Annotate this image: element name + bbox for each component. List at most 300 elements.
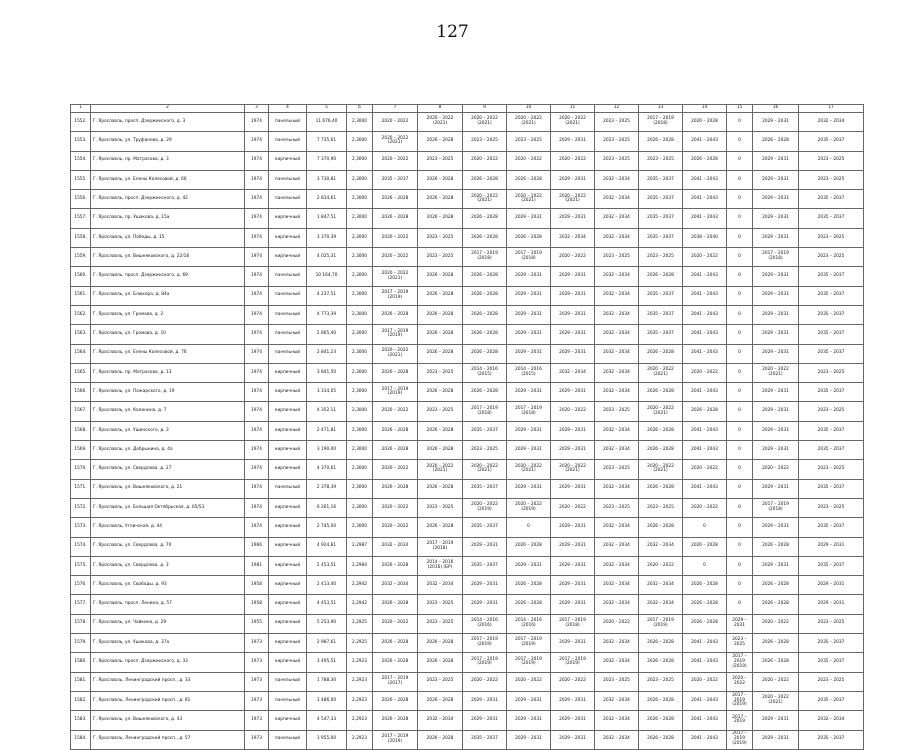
table-cell: 2023 – 2025 bbox=[418, 228, 463, 247]
table-row bbox=[71, 576, 864, 595]
table-cell: 4 370,61 bbox=[307, 460, 347, 479]
table-cell: 2,3000 bbox=[347, 113, 373, 132]
column-header: 13 bbox=[639, 105, 683, 113]
table-cell: 2,2984 bbox=[347, 556, 373, 575]
table-cell: 2017 – 2019 (2018) bbox=[753, 248, 799, 267]
table-cell: 2023 – 2025 bbox=[595, 248, 639, 267]
table-cell: 2035 – 2037 bbox=[799, 325, 864, 344]
column-header: 2 bbox=[91, 105, 245, 113]
table-cell: 0 bbox=[727, 402, 753, 421]
table-cell: 2029 – 2031 bbox=[753, 383, 799, 402]
table-cell: 2,3000 bbox=[347, 325, 373, 344]
table-cell: 2020 – 2022 (2021) bbox=[639, 363, 683, 382]
table-cell: 1558. bbox=[71, 228, 91, 247]
table-cell: 1561. bbox=[71, 286, 91, 305]
table-cell: 2026 – 2028 bbox=[683, 151, 727, 170]
table-cell: панельный bbox=[269, 691, 307, 710]
table-cell: 2029 – 2031 bbox=[753, 344, 799, 363]
table-cell: кирпичный bbox=[269, 248, 307, 267]
table-cell: 2029 – 2031 bbox=[753, 556, 799, 575]
column-header: 11 bbox=[551, 105, 595, 113]
table-cell: 2020 – 2022 bbox=[551, 672, 595, 691]
table-cell: 2026 – 2028 bbox=[639, 634, 683, 653]
column-header: 1 bbox=[71, 105, 91, 113]
table-cell: 2,3000 bbox=[347, 441, 373, 460]
table-cell: 2026 – 2028 bbox=[418, 190, 463, 209]
table-cell: 4 547,33 bbox=[307, 711, 347, 730]
table-cell: кирпичный bbox=[269, 614, 307, 633]
table-cell: 2020 – 2022 bbox=[373, 113, 418, 132]
address-cell: Г. Ярославль, ул. Громова, д. 10 bbox=[91, 325, 245, 344]
table-cell: 2029 – 2031 bbox=[551, 518, 595, 537]
table-row bbox=[71, 132, 864, 151]
table-cell: 2041 – 2043 bbox=[683, 653, 727, 672]
table-cell: кирпичный bbox=[269, 653, 307, 672]
table-cell: панельный bbox=[269, 190, 307, 209]
table-cell: 1578. bbox=[71, 614, 91, 633]
table-cell: 2035 – 2037 bbox=[799, 518, 864, 537]
table-cell: 1974 bbox=[245, 421, 269, 440]
address-cell: Г. Ярославль, просп. Дзержинского, д. 3 bbox=[91, 113, 245, 132]
table-cell: панельный bbox=[269, 672, 307, 691]
column-header: 17 bbox=[799, 105, 864, 113]
table-cell: 2029 – 2031 bbox=[551, 556, 595, 575]
table-cell: 1562. bbox=[71, 305, 91, 324]
table-cell: 2017 – 2019 (2019) bbox=[727, 653, 753, 672]
table-cell: кирпичный bbox=[269, 576, 307, 595]
table-cell: 1958 bbox=[245, 595, 269, 614]
column-header: 8 bbox=[418, 105, 463, 113]
table-cell: 2029 – 2031 bbox=[753, 711, 799, 730]
table-cell: 2017 – 2019 (2019) bbox=[727, 730, 753, 749]
table-cell: 1581. bbox=[71, 672, 91, 691]
table-cell: 2,3000 bbox=[347, 132, 373, 151]
table-cell: 2032 – 2034 bbox=[595, 518, 639, 537]
table-cell: 2026 – 2028 bbox=[683, 537, 727, 556]
table-cell: 2035 – 2037 bbox=[799, 209, 864, 228]
table-cell: 1 955,00 bbox=[307, 730, 347, 749]
table-cell: 2023 – 2025 bbox=[727, 634, 753, 653]
table-cell: 2029 – 2031 bbox=[551, 344, 595, 363]
table-cell: 0 bbox=[507, 518, 551, 537]
table-cell: 2017 – 2019 (2018) bbox=[753, 498, 799, 517]
table-cell: 2029 – 2031 bbox=[551, 691, 595, 710]
table-cell: 2,3000 bbox=[347, 228, 373, 247]
table-cell: кирпичный bbox=[269, 498, 307, 517]
table-cell: 2023 – 2025 bbox=[507, 132, 551, 151]
table-cell: 2023 – 2025 bbox=[418, 151, 463, 170]
table-cell: 2035 – 2037 bbox=[799, 653, 864, 672]
table-cell: 1966 bbox=[245, 537, 269, 556]
table-cell: 2023 – 2025 bbox=[418, 248, 463, 267]
table-cell: 2032 – 2034 bbox=[551, 228, 595, 247]
table-cell: 2026 – 2028 bbox=[639, 653, 683, 672]
table-cell: 2032 – 2034 bbox=[799, 711, 864, 730]
table-cell: 2041 – 2043 bbox=[683, 190, 727, 209]
table-row bbox=[71, 479, 864, 498]
table-cell: 1565. bbox=[71, 363, 91, 382]
table-cell: 2017 – 2019 (2019) bbox=[373, 383, 418, 402]
table-cell: 2029 – 2031 bbox=[753, 479, 799, 498]
table-cell: 2017 – 2019 (2019) bbox=[551, 653, 595, 672]
table-cell: 2026 – 2028 bbox=[463, 383, 507, 402]
table-cell: 2020 – 2022 bbox=[373, 402, 418, 421]
table-cell: 2,2923 bbox=[347, 691, 373, 710]
table-cell: кирпичный bbox=[269, 556, 307, 575]
table-cell: 2,3000 bbox=[347, 421, 373, 440]
table-cell: 2041 – 2043 bbox=[683, 441, 727, 460]
table-cell: 2014 – 2016 (2015) bbox=[507, 363, 551, 382]
table-cell: 2017 – 2019 (2019) bbox=[463, 634, 507, 653]
table-cell: 2032 – 2034 bbox=[595, 363, 639, 382]
table-cell: 2035 – 2037 bbox=[463, 479, 507, 498]
table-cell: 2029 – 2031 bbox=[753, 325, 799, 344]
table-cell: 2020 – 2022 (2021) bbox=[551, 460, 595, 479]
table-cell: 2032 – 2034 bbox=[595, 441, 639, 460]
table-cell: 2,3000 bbox=[347, 248, 373, 267]
table-cell: 1571. bbox=[71, 479, 91, 498]
table-cell: 2026 – 2028 bbox=[418, 518, 463, 537]
table-cell: 2020 – 2022 (2021) bbox=[463, 190, 507, 209]
table-cell: 2017 – 2019 (2018) bbox=[418, 537, 463, 556]
table-cell: 2023 – 2025 bbox=[418, 363, 463, 382]
table-cell: 2026 – 2028 bbox=[373, 711, 418, 730]
table-cell: 2026 – 2028 bbox=[373, 479, 418, 498]
address-cell: Г. Ярославль, ул. Чайкина, д. 29 bbox=[91, 614, 245, 633]
table-cell: 2026 – 2028 bbox=[507, 576, 551, 595]
table-cell: 2029 – 2031 bbox=[551, 730, 595, 749]
table-cell: 1974 bbox=[245, 498, 269, 517]
table-cell: 7 370,90 bbox=[307, 151, 347, 170]
table-cell: 2032 – 2034 bbox=[595, 170, 639, 189]
table-cell: 2026 – 2028 bbox=[418, 286, 463, 305]
table-cell: 1974 bbox=[245, 363, 269, 382]
table-cell: 2041 – 2043 bbox=[683, 479, 727, 498]
table-cell: 2029 – 2031 bbox=[463, 691, 507, 710]
table-cell: 1974 bbox=[245, 383, 269, 402]
address-cell: Г. Ярославль, ул. Победы, д. 15 bbox=[91, 228, 245, 247]
table-cell: 1557. bbox=[71, 209, 91, 228]
table-cell: 2,2925 bbox=[347, 614, 373, 633]
table-cell: 2026 – 2028 bbox=[418, 132, 463, 151]
table-cell: 2029 – 2031 bbox=[507, 711, 551, 730]
table-cell: 2020 – 2022 (2021) bbox=[639, 402, 683, 421]
table-cell: 2041 – 2043 bbox=[683, 325, 727, 344]
table-cell: 2026 – 2028 bbox=[639, 383, 683, 402]
table-cell: 2029 – 2031 bbox=[753, 209, 799, 228]
table-cell: 5 253,90 bbox=[307, 614, 347, 633]
table-cell: 0 bbox=[683, 556, 727, 575]
table-cell: 2026 – 2028 bbox=[418, 730, 463, 749]
table-cell: 2 471,81 bbox=[307, 421, 347, 440]
table-cell: 2035 – 2037 bbox=[639, 228, 683, 247]
table-body bbox=[71, 105, 864, 750]
table-cell: 2035 – 2037 bbox=[639, 170, 683, 189]
table-cell: 2026 – 2028 bbox=[639, 441, 683, 460]
table-cell: 2026 – 2028 bbox=[683, 614, 727, 633]
table-cell: 1974 bbox=[245, 113, 269, 132]
table-cell: 2020 – 2022 bbox=[727, 672, 753, 691]
table-cell: 2026 – 2028 bbox=[463, 170, 507, 189]
table-cell: 2020 – 2022 bbox=[683, 248, 727, 267]
table-cell: 2032 – 2034 bbox=[595, 267, 639, 286]
table-cell: 2,2923 bbox=[347, 653, 373, 672]
table-cell: 2035 – 2037 bbox=[639, 190, 683, 209]
table-cell: 0 bbox=[727, 537, 753, 556]
table-cell: 2026 – 2028 bbox=[418, 267, 463, 286]
table-cell: 2023 – 2025 bbox=[595, 402, 639, 421]
table-cell: 1973 bbox=[245, 711, 269, 730]
table-cell: 1 788,30 bbox=[307, 672, 347, 691]
table-cell: 2029 – 2031 bbox=[753, 421, 799, 440]
table-cell: 2023 – 2025 bbox=[595, 460, 639, 479]
table-cell: 2026 – 2028 bbox=[373, 441, 418, 460]
table-cell: 1573. bbox=[71, 518, 91, 537]
table-cell: 0 bbox=[727, 383, 753, 402]
table-cell: 0 bbox=[727, 286, 753, 305]
table-cell: 0 bbox=[727, 479, 753, 498]
table-cell: 2017 – 2019 (2019) bbox=[373, 730, 418, 749]
table-cell: 2026 – 2028 bbox=[753, 634, 799, 653]
table-cell: 1974 bbox=[245, 479, 269, 498]
table-row bbox=[71, 614, 864, 633]
table-cell: 2032 – 2034 bbox=[418, 711, 463, 730]
address-cell: Г. Ярославль, пр. Матросова, д. 3 bbox=[91, 151, 245, 170]
table-cell: 2026 – 2028 bbox=[683, 595, 727, 614]
table-cell: 2026 – 2028 bbox=[463, 305, 507, 324]
table-cell: 2,3000 bbox=[347, 460, 373, 479]
table-cell: 2029 – 2031 bbox=[799, 576, 864, 595]
table-cell: 2029 – 2031 bbox=[507, 209, 551, 228]
table-cell: 2023 – 2025 bbox=[418, 498, 463, 517]
table-cell: 2023 – 2025 bbox=[799, 228, 864, 247]
table-cell: 3 314,05 bbox=[307, 383, 347, 402]
table-cell: 2023 – 2025 bbox=[639, 498, 683, 517]
address-cell: Г. Ярославль, ул. Свердлова, д. 70 bbox=[91, 537, 245, 556]
table-cell: 2026 – 2028 bbox=[683, 402, 727, 421]
table-cell: 2035 – 2037 bbox=[799, 691, 864, 710]
table-cell: 2020 – 2022 (2019) bbox=[507, 498, 551, 517]
table-cell: 2017 – 2019 (2019) bbox=[463, 653, 507, 672]
table-row bbox=[71, 228, 864, 247]
address-cell: Г. Ярославль, ул. Большая Октябрьская, д. 65/53 bbox=[91, 498, 245, 517]
table-cell: 0 bbox=[727, 421, 753, 440]
table-cell: 2,3000 bbox=[347, 305, 373, 324]
table-cell: 1564. bbox=[71, 344, 91, 363]
table-cell: 2020 – 2022 bbox=[639, 556, 683, 575]
table-row bbox=[71, 595, 864, 614]
table-cell: 2035 – 2037 bbox=[463, 421, 507, 440]
table-cell: 2035 – 2037 bbox=[799, 344, 864, 363]
table-cell: 3 190,00 bbox=[307, 441, 347, 460]
table-cell: 2029 – 2031 bbox=[507, 556, 551, 575]
table-cell: 2023 – 2025 bbox=[639, 151, 683, 170]
table-cell: 2026 – 2028 bbox=[639, 691, 683, 710]
table-cell: 4 453,51 bbox=[307, 595, 347, 614]
table-cell: 0 bbox=[727, 325, 753, 344]
table-cell: панельный bbox=[269, 305, 307, 324]
table-cell: 2026 – 2028 bbox=[418, 634, 463, 653]
table-cell: 2020 – 2022 bbox=[373, 460, 418, 479]
table-cell: 3 730,81 bbox=[307, 170, 347, 189]
table-cell: панельный bbox=[269, 286, 307, 305]
table-cell: 2029 – 2031 bbox=[463, 537, 507, 556]
table-cell: 2026 – 2028 bbox=[418, 383, 463, 402]
table-cell: 2020 – 2022 bbox=[463, 672, 507, 691]
table-row bbox=[71, 460, 864, 479]
table-cell: 2026 – 2028 bbox=[753, 537, 799, 556]
table-cell: 2,2942 bbox=[347, 576, 373, 595]
table-cell: 1973 bbox=[245, 672, 269, 691]
table-cell: 2020 – 2022 bbox=[683, 672, 727, 691]
table-cell: 2026 – 2028 bbox=[639, 711, 683, 730]
table-cell: 0 bbox=[727, 151, 753, 170]
table-cell: 1553. bbox=[71, 132, 91, 151]
table-cell: 2026 – 2028 bbox=[418, 653, 463, 672]
table-cell: 2 814,61 bbox=[307, 190, 347, 209]
table-cell: 2026 – 2028 bbox=[507, 170, 551, 189]
table-cell: 2023 – 2025 bbox=[418, 402, 463, 421]
address-cell: Г. Ярославль, ул. Громова, д. 2 bbox=[91, 305, 245, 324]
table-cell: 2032 – 2034 bbox=[595, 325, 639, 344]
address-cell: Г. Ярославль, Ленинградский просп., д. 57 bbox=[91, 730, 245, 749]
table-cell: 2029 – 2031 bbox=[507, 344, 551, 363]
table-cell: 2020 – 2022 bbox=[595, 614, 639, 633]
table-cell: 2017 – 2019 (2018) bbox=[463, 248, 507, 267]
table-cell: 2029 – 2031 bbox=[753, 113, 799, 132]
table-cell: 1974 bbox=[245, 209, 269, 228]
table-cell: 0 bbox=[727, 228, 753, 247]
table-cell: кирпичный bbox=[269, 383, 307, 402]
address-cell: Г. Ярославль, пр. Ушакова, д. 15а bbox=[91, 209, 245, 228]
table-cell: 1554. bbox=[71, 151, 91, 170]
table-cell: 0 bbox=[727, 460, 753, 479]
table-cell: 2026 – 2028 bbox=[507, 228, 551, 247]
table-cell: 2041 – 2043 bbox=[683, 267, 727, 286]
column-header: 4 bbox=[269, 105, 307, 113]
table-cell: 2,2923 bbox=[347, 730, 373, 749]
table-row bbox=[71, 190, 864, 209]
table-cell: 2017 – 2019 (2019) bbox=[639, 614, 683, 633]
table-cell: 4 352,11 bbox=[307, 402, 347, 421]
table-cell: 2029 – 2031 bbox=[753, 228, 799, 247]
column-header: 10 bbox=[507, 105, 551, 113]
table-cell: 2032 – 2034 bbox=[595, 228, 639, 247]
table-cell: 2029 – 2031 bbox=[551, 421, 595, 440]
table-cell: 0 bbox=[727, 441, 753, 460]
column-header: 9 bbox=[463, 105, 507, 113]
table-cell: 2035 – 2037 bbox=[799, 730, 864, 749]
table-cell: 2,3000 bbox=[347, 170, 373, 189]
address-cell: Г. Ярославль, ул. Елены Колесовой, д. 76 bbox=[91, 344, 245, 363]
table-cell: 2029 – 2031 bbox=[463, 576, 507, 595]
table-cell: 0 bbox=[727, 344, 753, 363]
table-cell: 2041 – 2043 bbox=[683, 132, 727, 151]
table-cell: 2035 – 2037 bbox=[639, 305, 683, 324]
table-cell: 2026 – 2028 bbox=[373, 653, 418, 672]
table-cell: 2032 – 2034 bbox=[595, 634, 639, 653]
table-cell: 2,3000 bbox=[347, 383, 373, 402]
table-cell: 2029 – 2031 bbox=[551, 170, 595, 189]
address-cell: Г. Ярославль, ул. Елены Колесовой, д. 66 bbox=[91, 170, 245, 189]
table-cell: 2023 – 2025 bbox=[463, 132, 507, 151]
table-cell: 2029 – 2031 bbox=[551, 634, 595, 653]
table-cell: 1563. bbox=[71, 325, 91, 344]
table-cell: 1974 bbox=[245, 190, 269, 209]
table-cell: 2020 – 2022 (2021) bbox=[373, 132, 418, 151]
table-cell: кирпичный bbox=[269, 634, 307, 653]
table-cell: 2026 – 2028 bbox=[373, 595, 418, 614]
table-cell: 2035 – 2037 bbox=[799, 634, 864, 653]
table-cell: 2029 – 2031 bbox=[753, 190, 799, 209]
table-cell: 2026 – 2028 bbox=[373, 209, 418, 228]
table-cell: 2035 – 2037 bbox=[799, 267, 864, 286]
table-cell: 1974 bbox=[245, 170, 269, 189]
table-cell: 1566. bbox=[71, 383, 91, 402]
column-header: 16 bbox=[753, 105, 799, 113]
table-cell: 2026 – 2028 bbox=[463, 286, 507, 305]
table-cell: 0 bbox=[727, 556, 753, 575]
table-cell: 2032 – 2034 bbox=[639, 595, 683, 614]
table-cell: панельный bbox=[269, 479, 307, 498]
table-cell: 2020 – 2022 bbox=[463, 151, 507, 170]
table-cell: 2035 – 2037 bbox=[799, 286, 864, 305]
table-cell: 2026 – 2028 bbox=[463, 325, 507, 344]
table-cell: 2020 – 2022 bbox=[683, 363, 727, 382]
table-cell: 2023 – 2025 bbox=[595, 113, 639, 132]
table-cell: кирпичный bbox=[269, 151, 307, 170]
table-cell: 2029 – 2031 bbox=[551, 286, 595, 305]
table-cell: 2026 – 2028 bbox=[639, 132, 683, 151]
table-cell: 2023 – 2025 bbox=[799, 170, 864, 189]
table-cell: 2032 – 2034 bbox=[595, 595, 639, 614]
table-cell: 2029 – 2031 bbox=[551, 132, 595, 151]
table-cell: 2026 – 2028 bbox=[373, 363, 418, 382]
table-row bbox=[71, 325, 864, 344]
table-cell: 1974 bbox=[245, 228, 269, 247]
table-cell: 2023 – 2025 bbox=[799, 498, 864, 517]
table-cell: 2,2942 bbox=[347, 595, 373, 614]
table-cell: 6 261,16 bbox=[307, 498, 347, 517]
table-cell: 2020 – 2022 bbox=[753, 672, 799, 691]
table-row bbox=[71, 653, 864, 672]
table-cell: 1974 bbox=[245, 460, 269, 479]
table-cell: 2041 – 2043 bbox=[683, 305, 727, 324]
table-cell: 2026 – 2028 bbox=[418, 209, 463, 228]
table-cell: 2020 – 2022 bbox=[507, 151, 551, 170]
table-cell: панельный bbox=[269, 267, 307, 286]
table-cell: 10 164,70 bbox=[307, 267, 347, 286]
table-row bbox=[71, 518, 864, 537]
table-cell: 2023 – 2025 bbox=[418, 672, 463, 691]
table-row bbox=[71, 402, 864, 421]
table-cell: 2026 – 2028 bbox=[418, 479, 463, 498]
address-cell: Г. Ярославль, Ленинградский просп., д. 33 bbox=[91, 672, 245, 691]
table-cell: 2029 – 2031 bbox=[753, 286, 799, 305]
table-cell: 2041 – 2043 bbox=[683, 634, 727, 653]
table-cell: 2026 – 2028 bbox=[683, 576, 727, 595]
table-cell: кирпичный bbox=[269, 363, 307, 382]
table-cell: 1582. bbox=[71, 691, 91, 710]
table-cell: 2029 – 2031 bbox=[799, 537, 864, 556]
table-cell: 2032 – 2034 bbox=[551, 363, 595, 382]
table-cell: 2020 – 2022 bbox=[373, 248, 418, 267]
table-cell: 2020 – 2022 bbox=[373, 228, 418, 247]
table-cell: кирпичный bbox=[269, 595, 307, 614]
table-cell: 2 453,51 bbox=[307, 556, 347, 575]
table-cell: 0 bbox=[727, 113, 753, 132]
table-cell: 2035 – 2037 bbox=[463, 556, 507, 575]
